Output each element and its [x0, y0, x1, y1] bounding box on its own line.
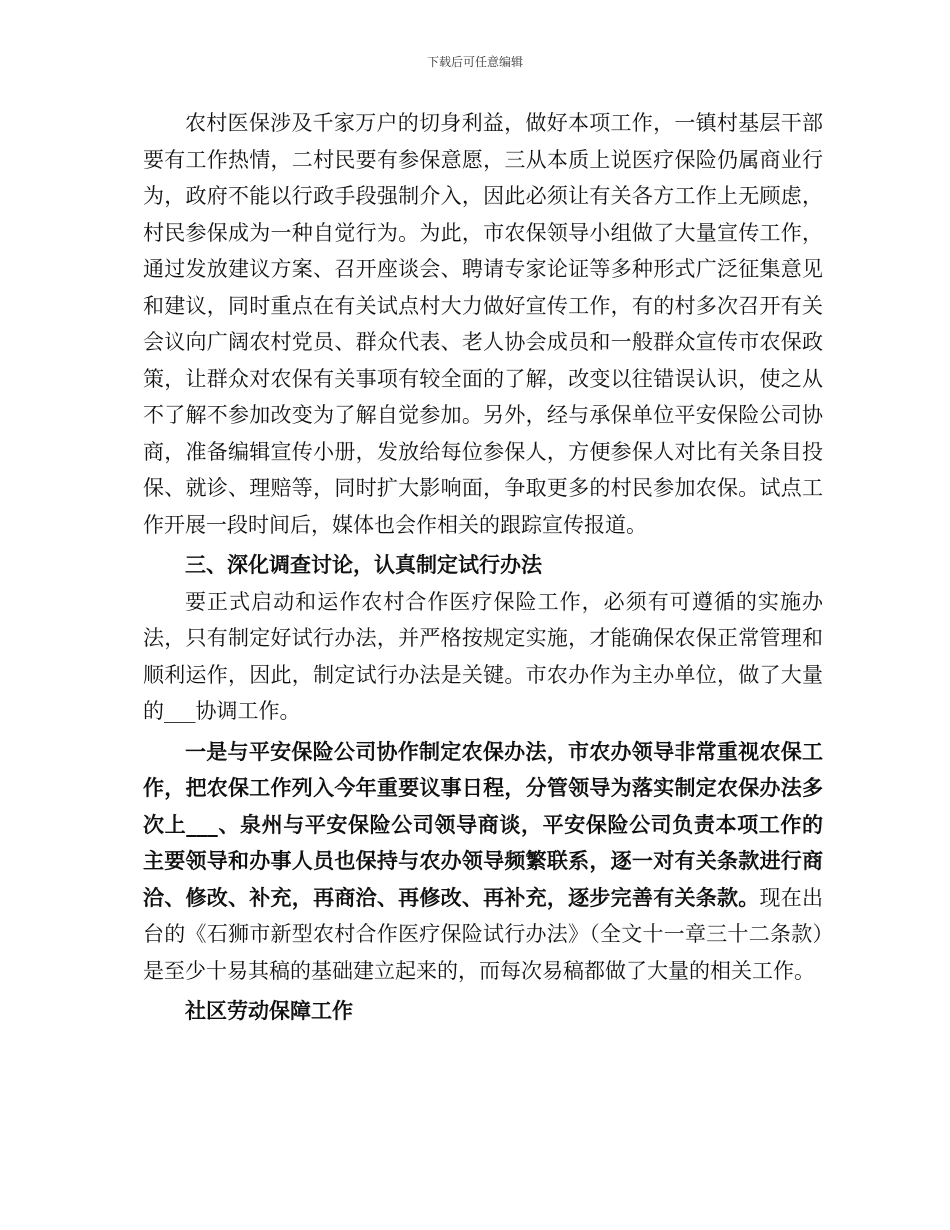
paragraph-publicity: 农村医保涉及千家万户的切身利益，做好本项工作，一镇村基层干部要有工作热情，二村民要有参保意愿，三从本质上说医疗保险仍属商业行为，政府不能以行政手段强制介入，因此必须让有关各方工作上无顾虑，村民参保成为一种自觉行为。为此，市农保领导小组做了大量宣传工作，通过发放建议方案、召开座谈会、聘请专家论证等多种形式广泛征集意见和建议，同时重点在有关试点村大力做好宣传工作，有的村多次召开有关会议向广阔农村党员、群众代表、老人协会成员和一般群众宣传市农保政策，让群众对农保有关事项有较全面的了解，改变以往错误认识，使之从不了解不参加改变为了解自觉参加。另外，经与承保单位平安保险公司协商，准备编辑宣传小册，发放给每位参保人，方便参保人对比有关条目投保、就诊、理赔等，同时扩大影响面，争取更多的村民参加农保。试点工作开展一段时间后，媒体也会作相关的跟踪宣传报道。 — [143, 111, 823, 537]
page-header: 下载后可任意编辑 — [426, 55, 523, 69]
paragraph-cooperation-bold: 一是与平安保险公司协作制定农保办法，市农办领导非常重视农保工作，把农保工作列入今年重要议事日程，分管领导为落实制定农保办法多次上___、泉州与平安保险公司领导商谈，平安保险公司负责本项工作的主要领导和办事人员也保持与农办领导频繁联系，逐一对有关条款进行商洽、修改、补充，再商洽、再修改、再补充，逐步完善有关条款。 — [143, 738, 823, 910]
section-heading-community: 社区劳动保障工作 — [185, 998, 353, 1023]
paragraph-cooperation — [143, 734, 823, 990]
paragraph-cooperation-normal: 现在出台的《石狮市新型农村合作医疗保险试行办法》（全文十一章三十二条款）是至少十易其稿的基础建立起来的，而每次易稿都做了大量的相关工作。 — [143, 885, 824, 983]
section-heading-three: 三、深化调查讨论，认真制定试行办法 — [185, 552, 542, 577]
document-body — [143, 105, 823, 1030]
paragraph-trial-measures: 要正式启动和运作农村合作医疗保险工作，必须有可遵循的实施办法，只有制定好试行办法，并严格按规定实施，才能确保农保正常管理和顺利运作，因此，制定试行办法是关键。市农办作为主办单位，做了大量的___协调工作。 — [143, 589, 823, 723]
